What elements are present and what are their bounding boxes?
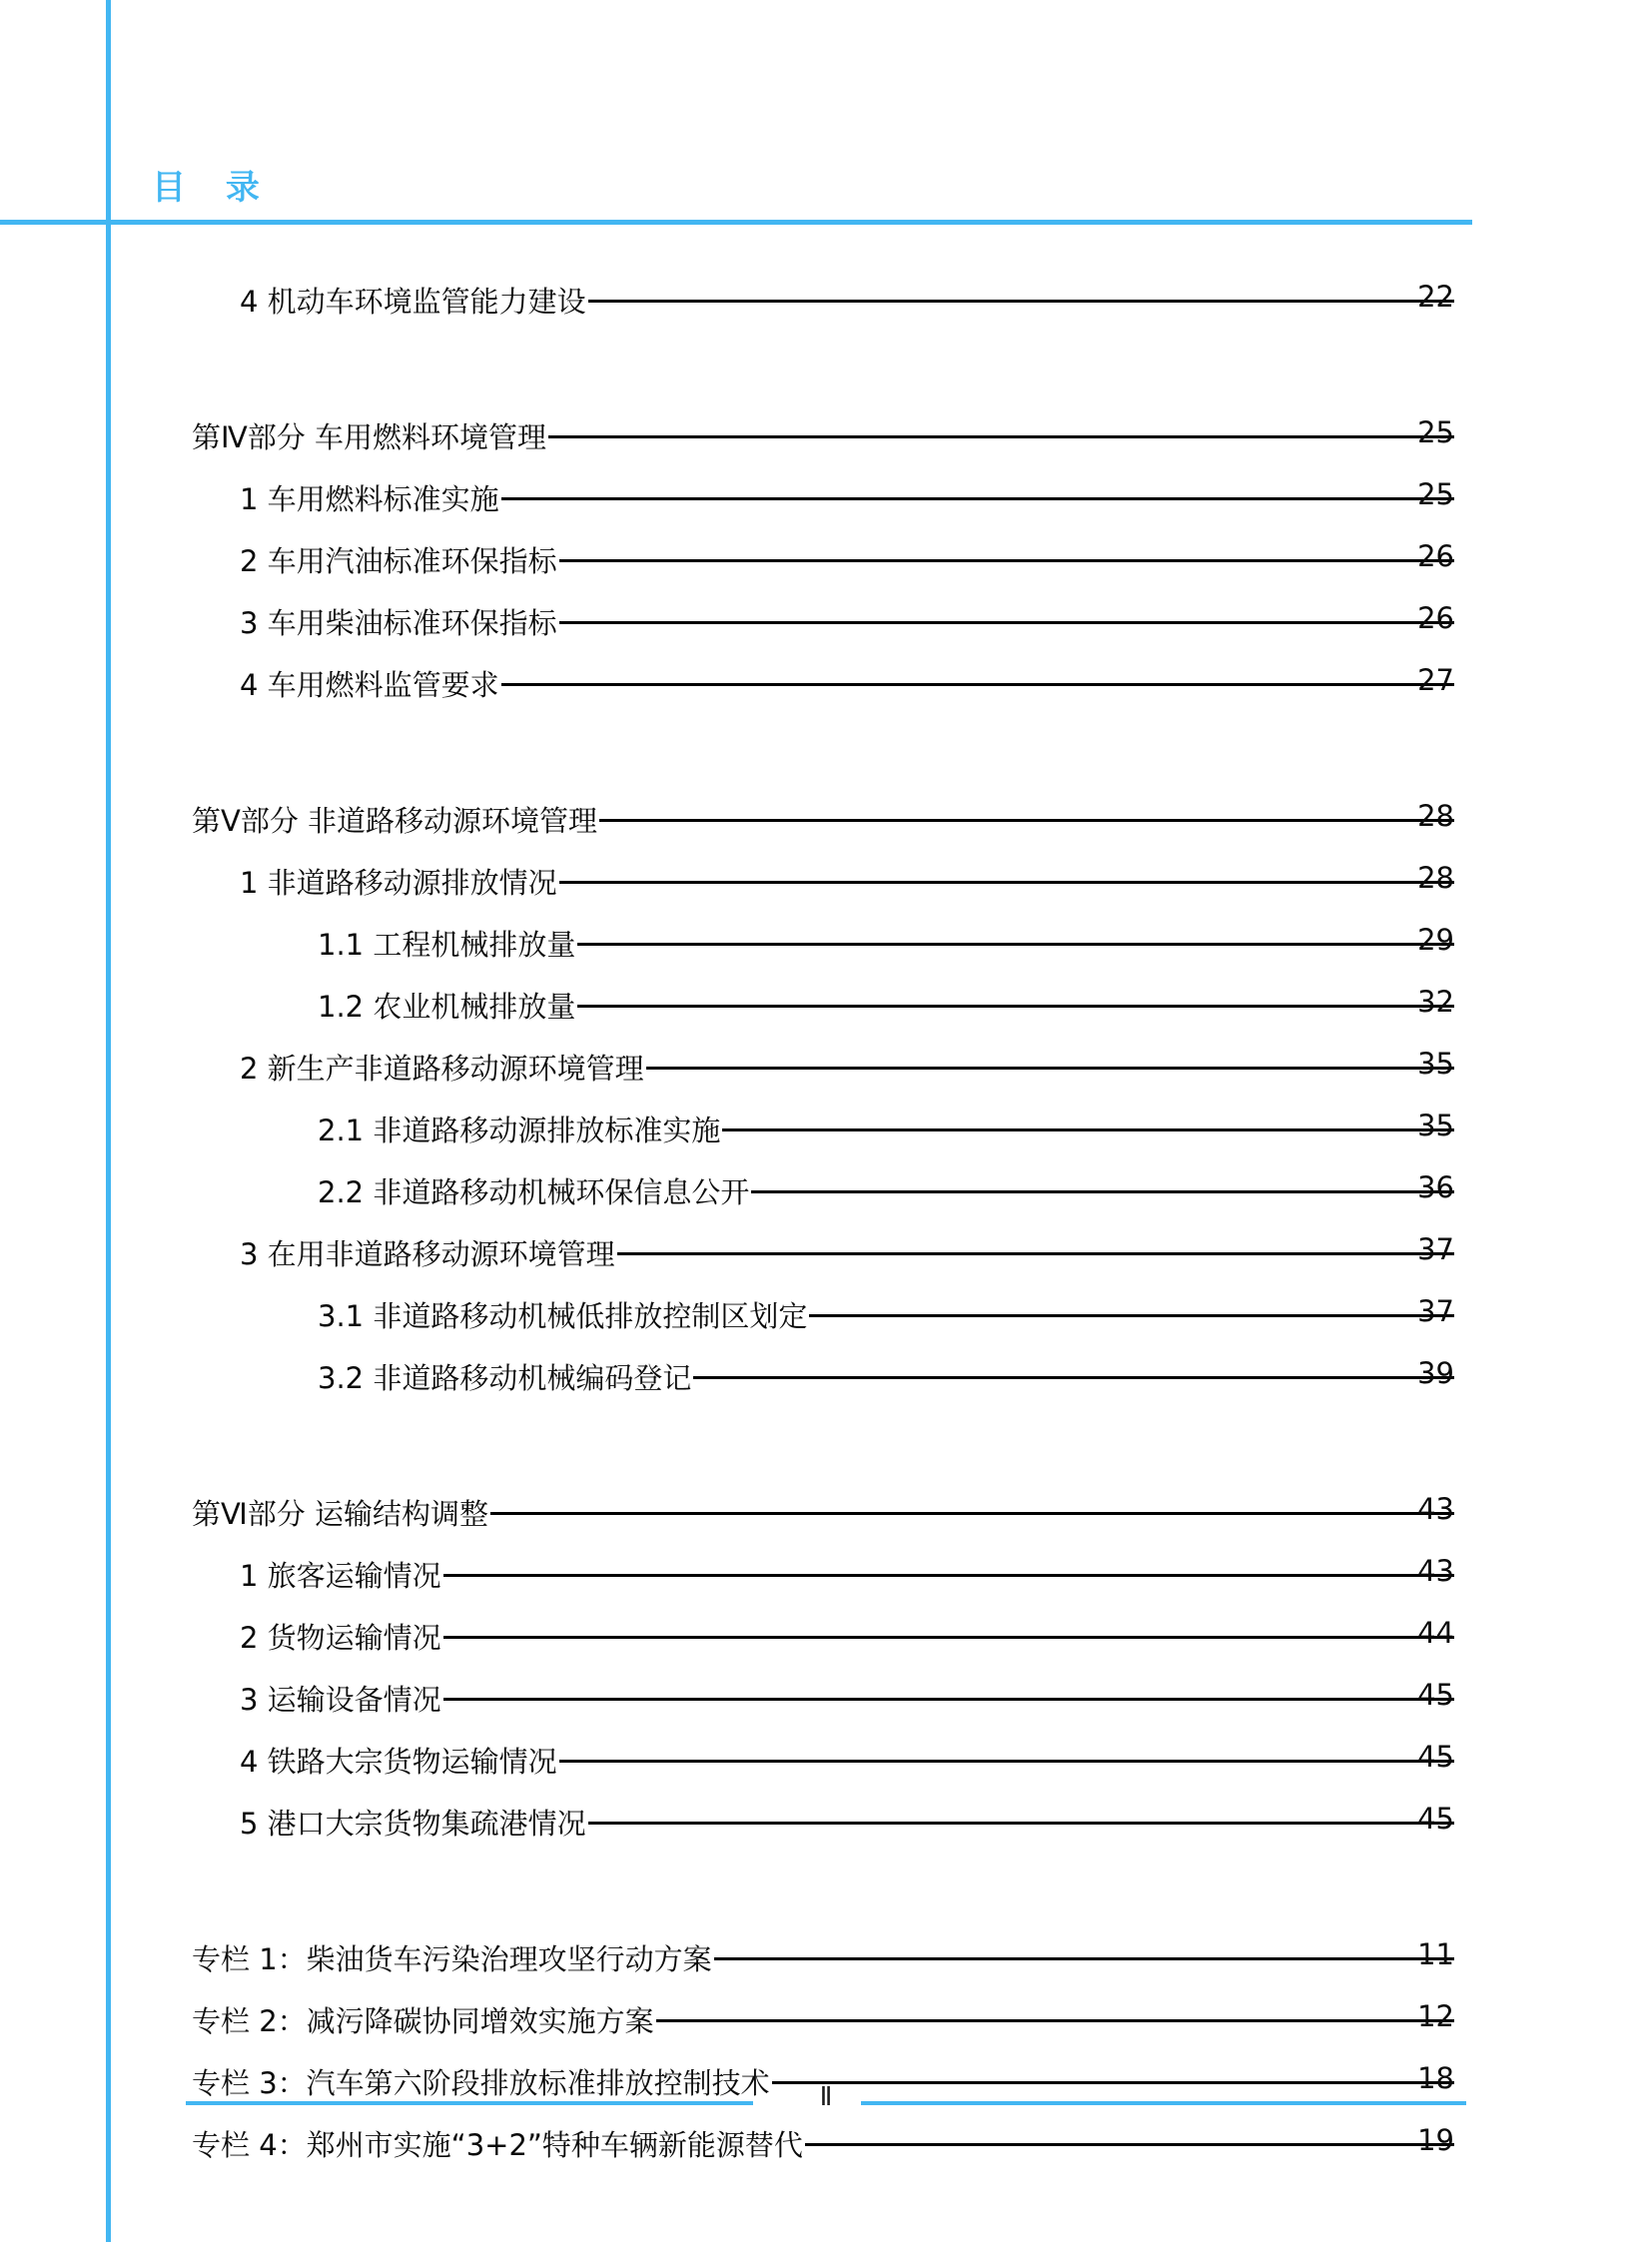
toc-entry-page-number: 12 [1417, 1999, 1454, 2033]
toc-entry-page-number: 43 [1417, 1492, 1454, 1526]
toc-entry-page-number: 26 [1417, 601, 1454, 635]
toc-entry-page-number: 37 [1417, 1232, 1454, 1266]
toc-entry-label: 2 新生产非道路移动源环境管理 [240, 1052, 644, 1086]
toc-entry[interactable] [0, 1678, 1652, 1740]
toc-leader-line [588, 1822, 1454, 1825]
toc-entry[interactable] [0, 477, 1652, 539]
toc-leader-line [501, 497, 1454, 500]
toc-entry[interactable] [0, 1802, 1652, 1864]
toc-entry-label: 1.1 工程机械排放量 [318, 928, 576, 962]
toc-entry-page-number: 22 [1417, 280, 1454, 314]
toc-entry[interactable] [0, 663, 1652, 725]
toc-leader-line [490, 1512, 1454, 1515]
toc-entry-label: 3.2 非道路移动机械编码登记 [318, 1361, 692, 1395]
toc-leader-line [714, 1957, 1454, 1960]
toc-entry-page-number: 37 [1417, 1294, 1454, 1328]
toc-entry-label: 2 货物运输情况 [240, 1621, 441, 1655]
toc-leader-line [577, 943, 1454, 946]
toc-entry-page-number: 45 [1417, 1678, 1454, 1712]
toc-entry-label: 3 车用柴油标准环保指标 [240, 606, 557, 640]
toc-entry-page-number: 26 [1417, 539, 1454, 573]
toc-leader-line [751, 1190, 1454, 1193]
toc-entry-page-number: 25 [1417, 415, 1454, 449]
toc-group-gap [0, 1418, 1652, 1492]
toc-entry-page-number: 28 [1417, 799, 1454, 833]
toc-leader-line [656, 2019, 1454, 2022]
toc-leader-line [443, 1636, 1454, 1639]
toc-entry-label: 4 机动车环境监管能力建设 [240, 285, 586, 319]
toc-entry[interactable] [0, 1232, 1652, 1294]
toc-entry-label: 第Ⅵ部分 运输结构调整 [192, 1497, 488, 1531]
toc-leader-line [443, 1698, 1454, 1701]
toc-leader-line [443, 1574, 1454, 1577]
toc-entry[interactable] [0, 1999, 1652, 2061]
toc-entry-page-number: 18 [1417, 2061, 1454, 2095]
toc-entry-page-number: 45 [1417, 1802, 1454, 1836]
toc-group-gap [0, 1864, 1652, 1937]
toc-entry[interactable] [0, 415, 1652, 477]
toc-entry[interactable] [0, 1170, 1652, 1232]
toc-entry-label: 4 铁路大宗货物运输情况 [240, 1745, 557, 1779]
toc-entry-label: 2.2 非道路移动机械环保信息公开 [318, 1175, 750, 1209]
toc-entry-page-number: 11 [1417, 1937, 1454, 1971]
toc-entry-page-number: 43 [1417, 1554, 1454, 1588]
toc-leader-line [722, 1128, 1454, 1131]
toc-entry[interactable] [0, 1294, 1652, 1356]
toc-entry-label: 4 车用燃料监管要求 [240, 668, 499, 702]
toc-entry-page-number: 25 [1417, 477, 1454, 511]
toc-leader-line [501, 683, 1454, 686]
header-accent-rule [0, 220, 1472, 225]
toc-entry[interactable] [0, 1616, 1652, 1678]
toc-entry-label: 专栏 3：汽车第六阶段排放标准排放控制技术 [192, 2066, 770, 2100]
toc-entry[interactable] [0, 1937, 1652, 1999]
toc-group-gap [0, 342, 1652, 415]
toc-entry-label: 2 车用汽油标准环保指标 [240, 544, 557, 578]
toc-entry-page-number: 35 [1417, 1109, 1454, 1142]
toc-entry-page-number: 19 [1417, 2123, 1454, 2157]
toc-leader-line [646, 1067, 1454, 1070]
toc-entry[interactable] [0, 601, 1652, 663]
toc-entry-label: 5 港口大宗货物集疏港情况 [240, 1807, 586, 1841]
toc-entry-label: 第Ⅳ部分 车用燃料环境管理 [192, 420, 546, 454]
toc-entry[interactable] [0, 539, 1652, 601]
toc-entry[interactable] [0, 1740, 1652, 1802]
toc-leader-line [559, 1760, 1454, 1763]
toc-entry-label: 专栏 2：减污降碳协同增效实施方案 [192, 2004, 654, 2038]
toc-entry-page-number: 44 [1417, 1616, 1454, 1650]
toc-list [0, 280, 1652, 2185]
toc-leader-line [559, 881, 1454, 884]
toc-entry-page-number: 36 [1417, 1170, 1454, 1204]
toc-leader-line [809, 1314, 1454, 1317]
toc-entry-page-number: 45 [1417, 1740, 1454, 1774]
toc-entry[interactable] [0, 861, 1652, 923]
toc-entry-label: 2.1 非道路移动源排放标准实施 [318, 1114, 721, 1147]
toc-entry-label: 1.2 农业机械排放量 [318, 990, 576, 1024]
toc-leader-line [805, 2143, 1454, 2146]
toc-leader-line [588, 300, 1454, 303]
toc-entry[interactable] [0, 1492, 1652, 1554]
page-footer [0, 2082, 1652, 2122]
footer-page-number: Ⅱ [819, 2082, 833, 2112]
toc-entry[interactable] [0, 799, 1652, 861]
toc-entry-page-number: 35 [1417, 1047, 1454, 1081]
toc-entry[interactable] [0, 1109, 1652, 1170]
toc-leader-line [548, 435, 1454, 438]
toc-leader-line [599, 819, 1454, 822]
toc-entry[interactable] [0, 2123, 1652, 2185]
toc-leader-line [617, 1252, 1454, 1255]
toc-entry-label: 3 在用非道路移动源环境管理 [240, 1237, 615, 1271]
toc-entry-page-number: 39 [1417, 1356, 1454, 1390]
toc-entry-page-number: 28 [1417, 861, 1454, 895]
toc-entry-label: 专栏 1：柴油货车污染治理攻坚行动方案 [192, 1942, 712, 1976]
toc-group-gap [0, 725, 1652, 799]
toc-entry[interactable] [0, 1356, 1652, 1418]
toc-leader-line [559, 559, 1454, 562]
toc-entry-page-number: 27 [1417, 663, 1454, 697]
toc-entry-label: 1 旅客运输情况 [240, 1559, 441, 1593]
toc-leader-line [693, 1376, 1454, 1379]
toc-leader-line [577, 1005, 1454, 1008]
toc-entry-page-number: 29 [1417, 923, 1454, 957]
page-title: 目 录 [152, 168, 274, 208]
toc-entry-label: 1 非道路移动源排放情况 [240, 866, 557, 900]
page-header [0, 170, 1652, 230]
toc-entry[interactable] [0, 1047, 1652, 1109]
toc-leader-line [559, 621, 1454, 624]
toc-entry-label: 第Ⅴ部分 非道路移动源环境管理 [192, 804, 598, 838]
toc-entry-label: 3.1 非道路移动机械低排放控制区划定 [318, 1299, 808, 1333]
toc-entry[interactable] [0, 985, 1652, 1047]
toc-entry[interactable] [0, 923, 1652, 985]
toc-entry[interactable] [0, 280, 1652, 342]
toc-entry-page-number: 32 [1417, 985, 1454, 1019]
toc-entry-label: 3 运输设备情况 [240, 1683, 441, 1717]
toc-entry-label: 专栏 4：郑州市实施“3+2”特种车辆新能源替代 [192, 2128, 803, 2162]
toc-entry-label: 1 车用燃料标准实施 [240, 482, 499, 516]
toc-entry[interactable] [0, 1554, 1652, 1616]
